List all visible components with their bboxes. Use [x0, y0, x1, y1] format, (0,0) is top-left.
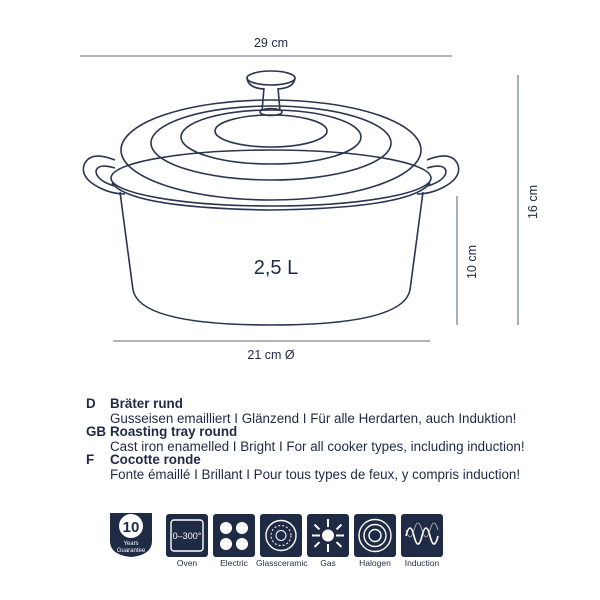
width-label: 29 cm	[253, 36, 289, 50]
product-description: Gusseisen emailliert I Glänzend I Für alle Herdarten, auch Induktion!	[110, 411, 517, 426]
language-block-gb	[86, 424, 525, 454]
height-label: 16 cm	[526, 184, 540, 220]
product-description: Cast iron enamelled I Bright I For all cooker types, including induction!	[110, 439, 525, 454]
guarantee-number: 10	[122, 519, 140, 536]
body-height-label: 10 cm	[465, 244, 479, 280]
guarantee-shield-icon	[106, 511, 156, 557]
product-title: Cocotte ronde	[110, 452, 201, 467]
oven-icon	[166, 514, 208, 557]
halogen-label: Halogen	[359, 558, 391, 568]
guarantee-text: Guarantee	[116, 548, 146, 554]
electric-label: Electric	[220, 558, 248, 568]
halogen-icon	[354, 514, 396, 557]
glassceramic-icon	[260, 514, 302, 557]
guarantee-years: Years	[123, 541, 139, 547]
language-block-fr	[86, 452, 520, 482]
gas-icon	[307, 514, 349, 557]
pot-rim	[111, 150, 431, 206]
oven-label: Oven	[176, 558, 198, 568]
product-title: Bräter rund	[110, 396, 183, 411]
product-description: Fonte émaillé I Brillant I Pour tous types de feux, y compris induction!	[110, 467, 521, 482]
oven-temperature: 0–300°	[172, 531, 202, 541]
gas-label: Gas	[320, 558, 336, 568]
language-code: F	[86, 452, 95, 467]
language-code: GB	[86, 424, 107, 439]
capacity-label: 2,5 L	[253, 257, 299, 279]
glassceramic-label: Glassceramic	[256, 558, 308, 568]
cooker-icons-row	[106, 511, 446, 571]
diameter-label: 21 cm Ø	[247, 348, 295, 362]
induction-icon	[401, 514, 443, 557]
induction-label: Induction	[404, 558, 440, 568]
language-block-de	[86, 396, 516, 426]
language-code: D	[86, 396, 96, 411]
electric-icon	[213, 514, 255, 557]
product-title: Roasting tray round	[110, 424, 238, 439]
